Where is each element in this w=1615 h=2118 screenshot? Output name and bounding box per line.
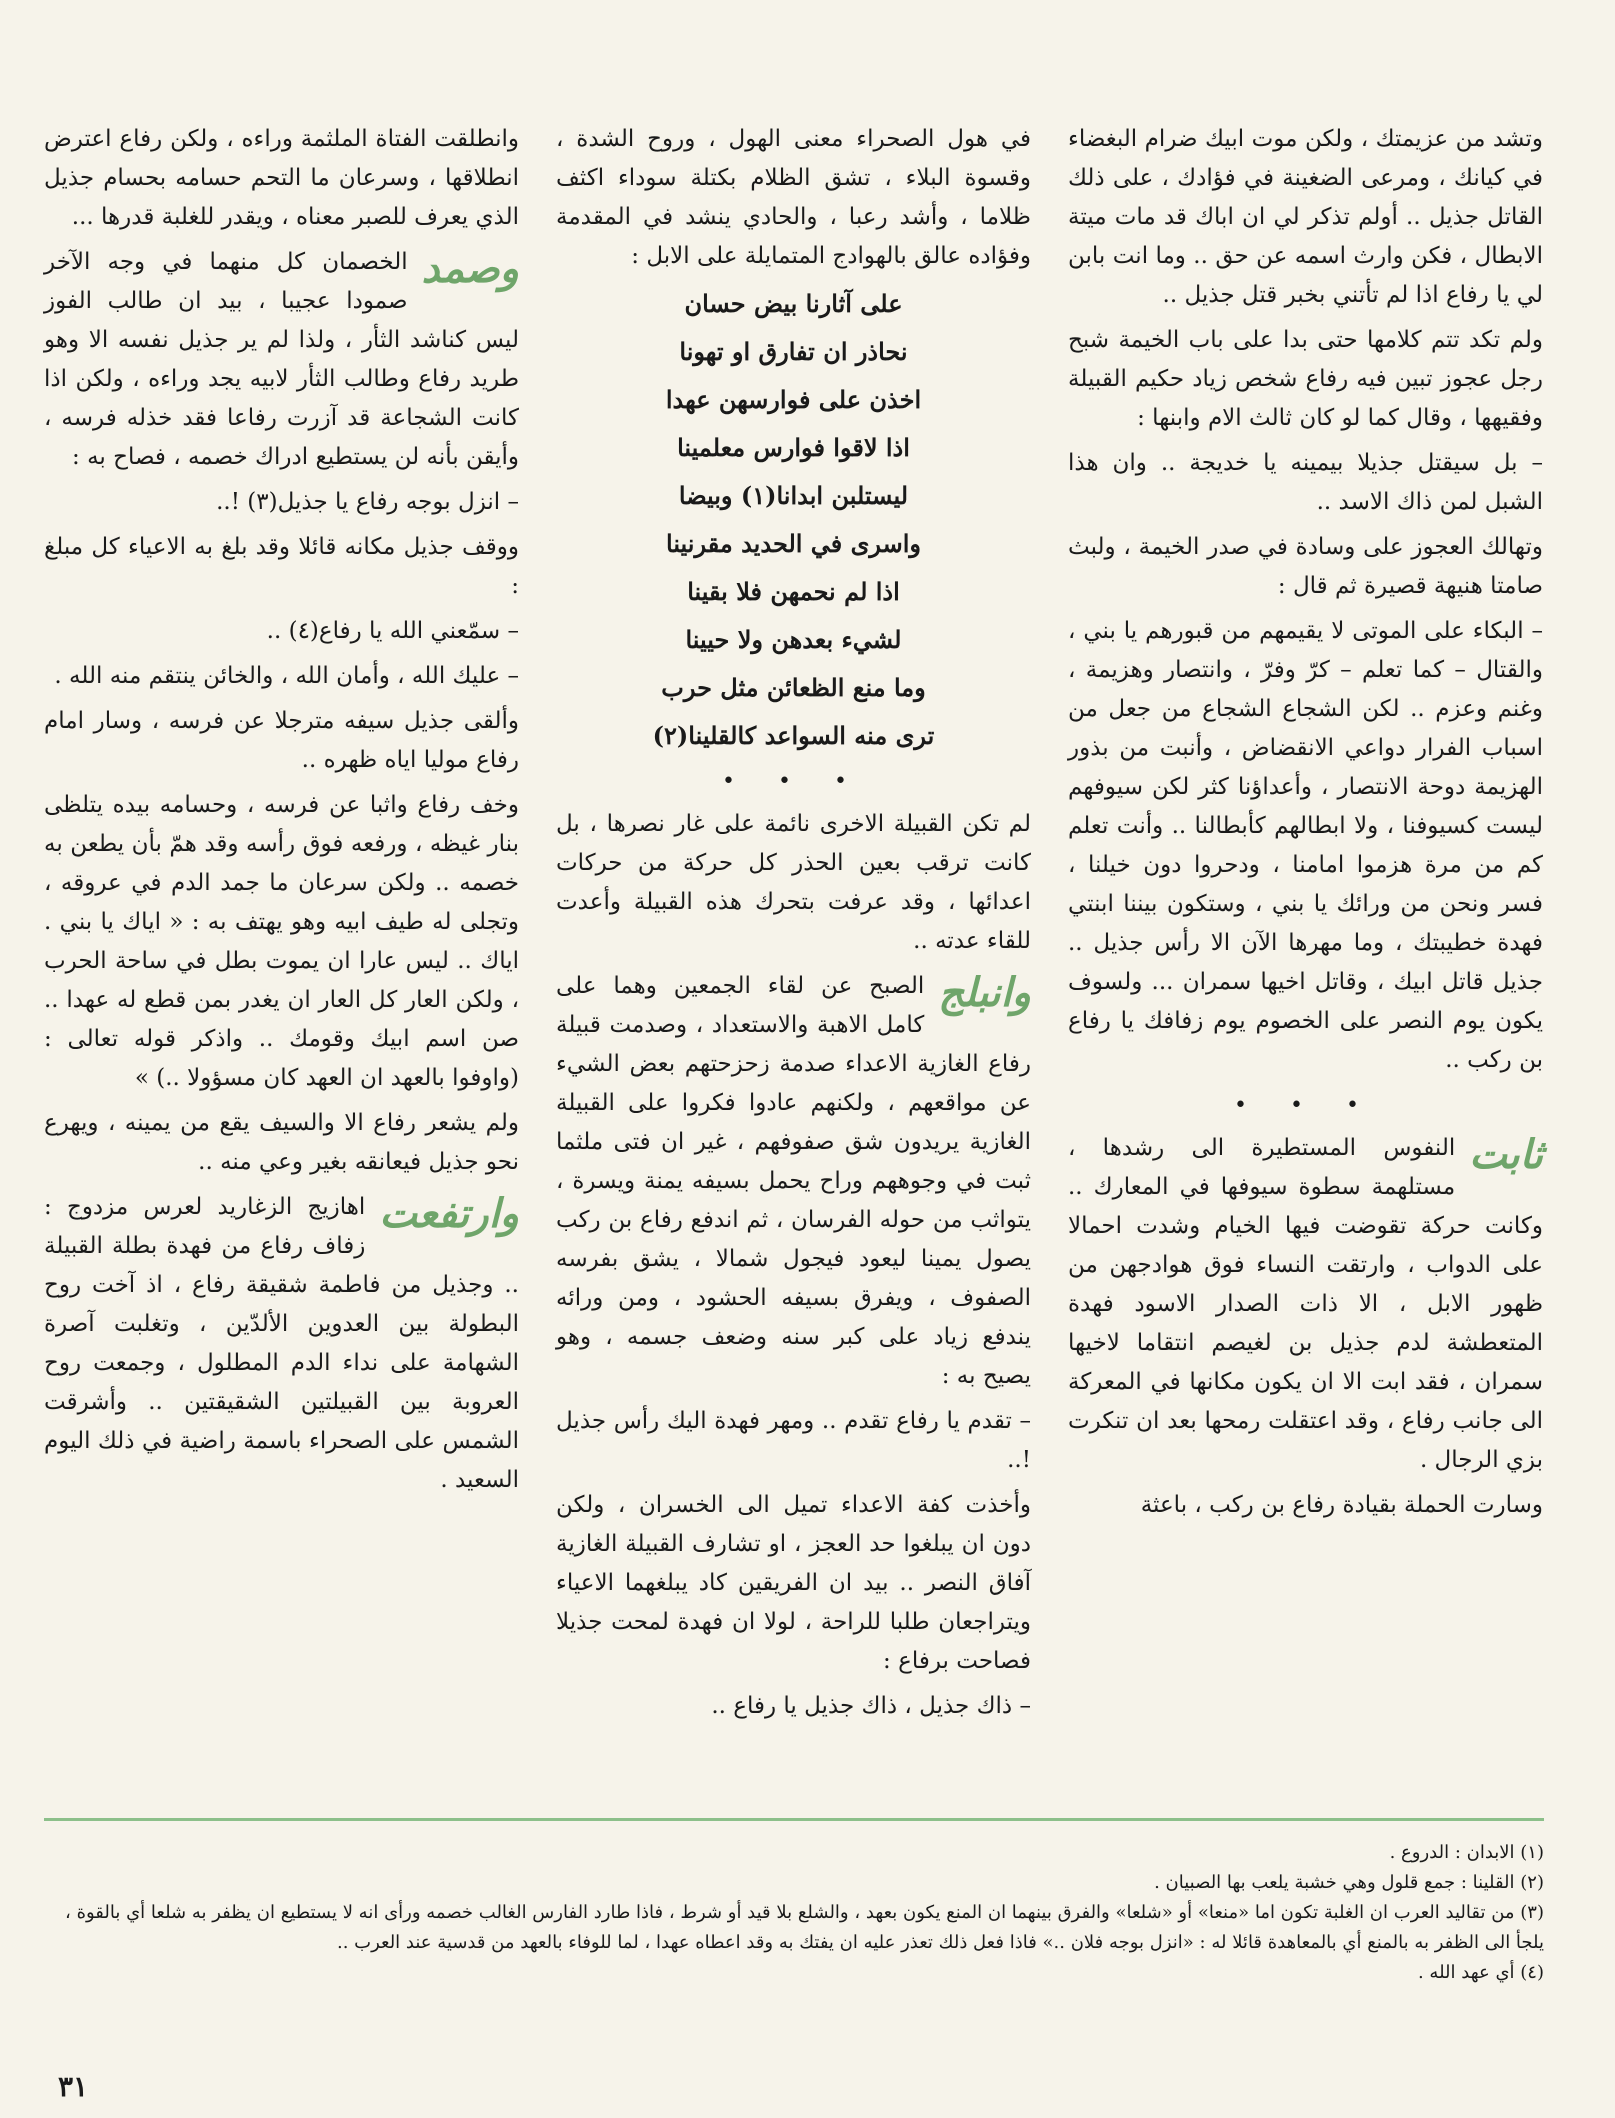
paragraph: وتشد من عزيمتك ، ولكن موت ابيك ضرام البغضاء في كيانك ، ومرعى الضغينة في فؤادك ، على ذلك القاتل جذيل .. أولم تذكر لي ان اباك قد مات ميتة الابطال ، فكن وارث اسمه عن حق .. وما انت بابن لي يا رفاع اذا لم تأتني بخبر قتل جذيل .. <box>1068 126 1543 308</box>
page-number: ٣١ <box>58 2070 89 2103</box>
footnotes <box>44 1838 1544 1988</box>
paragraph-with-heading <box>44 243 519 477</box>
text-column-right <box>1068 120 1543 1531</box>
section-break: • • • <box>1234 1093 1377 1118</box>
paragraph-with-heading <box>1068 1129 1543 1480</box>
paragraph: وانطلقت الفتاة الملثمة وراءه ، ولكن رفاع اعترض انطلاقها ، وسرعان ما التحم حسامه بحسام جذيل الذي يعرف للصبر معناه ، ويقدر للغلبة قدرها ... <box>44 126 519 230</box>
paragraph: ووقف جذيل مكانه قائلا وقد بلغ به الاعياء كل مبلغ : <box>44 534 519 599</box>
decorative-heading-word: وصمد <box>421 245 519 292</box>
dialogue-line: – تقدم يا رفاع تقدم .. ومهر فهدة اليك رأس جذيل !.. <box>556 1408 1031 1473</box>
poem-line: اخذن على فوارسهن عهدا <box>665 385 922 414</box>
poem-line: اذا لاقوا فوارس معلمينا <box>677 433 910 462</box>
paragraph: وأخذت كفة الاعداء تميل الى الخسران ، ولكن دون ان يبلغوا حد العجز ، او تشارف القبيلة الغازية آفاق النصر .. بيد ان الفريقين كاد يبلغهما الاعياء ويتراجعان طلبا للراحة ، لولا ان فهدة لمحت جذيلا فصاحت برفاع : <box>556 1492 1031 1674</box>
dialogue-line: – سمّعني الله يا رفاع(٤) .. <box>266 618 519 644</box>
paragraph: لم تكن القبيلة الاخرى نائمة على غار نصرها ، بل كانت ترقب بعين الحذر كل حركة من حركات اعدائها ، وقد عرفت بتحرك هذه القبيلة وأعدت للقاء عدته .. <box>556 811 1031 954</box>
poem-line: وما منع الظعائن مثل حرب <box>661 673 926 702</box>
paragraph: وتهالك العجوز على وسادة في صدر الخيمة ، ولبث صامتا هنيهة قصيرة ثم قال : <box>1068 534 1543 599</box>
footnote-divider <box>44 1818 1544 1821</box>
text-column-middle <box>556 120 1031 1732</box>
paragraph-text: الخصمان كل منهما في وجه الآخر صمودا عجيبا ، بيد ان طالب الفوز ليس كناشد الثأر ، ولذا لم ير جذيل نفسه الا وهو طريد رفاع وطالب الثأر لابيه يجد وراءه ، ولكن اذا كانت الشجاعة قد آزرت رفاعا فقد خذله فرسه ، وأيقن بأنه لن يستطيع ادراك خصمه ، فصاح به : <box>44 249 519 470</box>
text-column-left <box>44 120 519 1506</box>
footnote: (٢) القلينا : جمع قلول وهي خشبة يلعب بها الصبيان . <box>1154 1872 1544 1893</box>
paragraph: وخف رفاع واثبا عن فرسه ، وحسامه بيده يتلظى بنار غيظه ، ورفعه فوق رأسه وقد همّ بأن يطعن به خصمه .. ولكن سرعان ما جمد الدم في عروقه ، وتجلى له طيف ابيه وهو يهتف به : « اياك يا بني . اياك .. ليس عارا ان يموت بطل في ساحة الحرب ، ولكن العار كل العار ان يغدر بمن قطع له عهدا .. صن اسم ابيك وقومك .. واذكر قوله تعالى : (واوفوا بالعهد ان العهد كان مسؤولا ..) » <box>44 792 519 1091</box>
dialogue-line: – ذاك جذيل ، ذاك جذيل يا رفاع .. <box>711 1693 1031 1719</box>
paragraph-with-heading <box>556 967 1031 1396</box>
dialogue-line: – البكاء على الموتى لا يقيمهم من قبورهم يا بني ، والقتال – كما تعلم – كرّ وفرّ ، وانتصار وهزيمة ، وغنم وعزم .. لكن الشجاع الشجاع من جعل من اسباب الفرار دواعي الانقضاض ، وأنبت من بذور الهزيمة دوحة الانتصار ، وأعداؤنا كثر لكن سيوفهم ليست كسيوفنا ، ولا ابطالهم كأبطالنا .. وأنت تعلم كم من مرة هزموا امامنا ، ودحروا دون خيلنا ، فسر ونحن من ورائك يا بني ، وستكون بيننا ابنتي فهدة خطيبتك ، وما مهرها الآن الا رأس جذيل .. جذيل قاتل ابيك ، وقاتل اخيها سمران ... ولسوف يكون يوم النصر على الخصوم يوم زفافك يا رفاع بن ركب .. <box>1068 618 1543 1073</box>
poem-line: لشيء بعدهن ولا حيينا <box>685 625 902 654</box>
paragraph-text: اهازيج الزغاريد لعرس مزدوج : زفاف رفاع من فهدة بطلة القبيلة .. وجذيل من فاطمة شقيقة رفاع ، اذ آخت روح البطولة بين العدوين الألدّين ، وتغلبت آصرة الشهامة على نداء الدم المطلول ، وجمعت روح العروبة بين القبيلتين الشقيقتين .. وأشرقت الشمس على الصحراء باسمة راضية في ذلك اليوم السعيد . <box>44 1194 519 1493</box>
footnote: (٤) أي عهد الله . <box>1417 1962 1544 1983</box>
paragraph: وسارت الحملة بقيادة رفاع بن ركب ، باعثة <box>1140 1492 1543 1518</box>
decorative-heading-word: ثابت <box>1469 1131 1543 1178</box>
poem-line: ترى منه السواعد كالقلينا(٢) <box>652 721 935 750</box>
paragraph: ولم تكد تتم كلامها حتى بدا على باب الخيمة شبح رجل عجوز تبين فيه رفاع شخص زياد حكيم القبيلة وفقيهها ، وقال كما لو كان ثالث الام وابنها : <box>1068 327 1543 431</box>
poem-line: نحاذر ان تفارق او تهونا <box>679 337 908 366</box>
footnote: (١) الابدان : الدروع . <box>1389 1842 1544 1863</box>
poem-line: واسرى في الحديد مقرنينا <box>666 529 921 558</box>
poem <box>556 282 1031 758</box>
dialogue-line: – بل سيقتل جذيلا بيمينه يا خديجة .. وان هذا الشبل لمن ذاك الاسد .. <box>1068 450 1543 515</box>
paragraph: ولم يشعر رفاع الا والسيف يقع من يمينه ، ويهرع نحو جذيل فيعانقه بغير وعي منه .. <box>44 1110 519 1175</box>
footnote: (٣) من تقاليد العرب ان الغلبة تكون اما «منعا» أو «شلعا» والفرق بينهما ان المنع يكون بعهد ، والشلع بلا قيد أو شرط ، فاذا طارد الفارس الغالب خصمه ورأى انه لا يستطيع ان يظفر به شلعا أي بالقوة ، يلجأ الى الظفر به بالمنع أي بالمعاهدة قائلا له : «انزل بوجه فلان ..» فاذا فعل ذلك تعذر عليه ان يفتك به وقد اعطاه عهدا ، لما للوفاء بالعهد من قدسية عند العرب .. <box>65 1902 1544 1953</box>
paragraph-text: النفوس المستطيرة الى رشدها ، مستلهمة سطوة سيوفها في المعارك .. وكانت حركة تقوضت فيها الخيام وشدت احمالا على الدواب ، وارتقت النساء فوق هوادجهن من ظهور الابل ، الا ذات الصدار الاسود فهدة المتعطشة لدم جذيل بن لغيصم انتقاما لاخيها سمران ، فقد ابت الا ان يكون مكانها في المعركة الى جانب رفاع ، وقد اعتقلت رمحها بعد ان تنكرت بزي الرجال . <box>1068 1135 1543 1473</box>
poem-line: ليستلبن ابدانا(١) وبيضا <box>678 481 909 510</box>
dialogue-line: – انزل بوجه رفاع يا جذيل(٣) !.. <box>216 489 519 515</box>
paragraph: في هول الصحراء معنى الهول ، وروح الشدة ، وقسوة البلاء ، تشق الظلام بكتلة سوداء اكثف ظلاما ، وأشد رعبا ، والحادي ينشد في المقدمة وفؤاده عالق بالهوادج المتمايلة على الابل : <box>556 126 1031 269</box>
dialogue-line: – عليك الله ، وأمان الله ، والخائن ينتقم منه الله . <box>54 663 519 689</box>
decorative-heading-word: وارتفعت <box>379 1190 519 1237</box>
poem-line: اذا لم نحمهن فلا بقينا <box>687 577 900 606</box>
decorative-heading-word: وانبلج <box>938 969 1031 1016</box>
poem-line: على آثارنا بيض حسان <box>684 289 903 318</box>
paragraph-with-heading <box>44 1188 519 1500</box>
paragraph: وألقى جذيل سيفه مترجلا عن فرسه ، وسار امام رفاع موليا اياه ظهره .. <box>44 708 519 773</box>
paragraph-text: الصبح عن لقاء الجمعين وهما على كامل الاهبة والاستعداد ، وصدمت قبيلة رفاع الغازية الاعداء صدمة زحزحتهم بعض الشيء عن مواقعهم ، ولكنهم عادوا فكروا على القبيلة الغازية يريدون شق صفوفهم ، غير ان فتى ملثما ثبت في وجوههم وراح يحمل بسيفه يمنة ويسرة ، يتواثب من حوله الفرسان ، ثم اندفع رفاع بن ركب يصول يمينا ليعود فيجول شمالا ، يشق بفرسه الصفوف ، ويفرق بسيفه الحشود ، ومن ورائه يندفع زياد على كبر سنه وضعف جسمه ، وهو يصيح به : <box>556 973 1031 1389</box>
section-break: • • • <box>722 769 865 794</box>
